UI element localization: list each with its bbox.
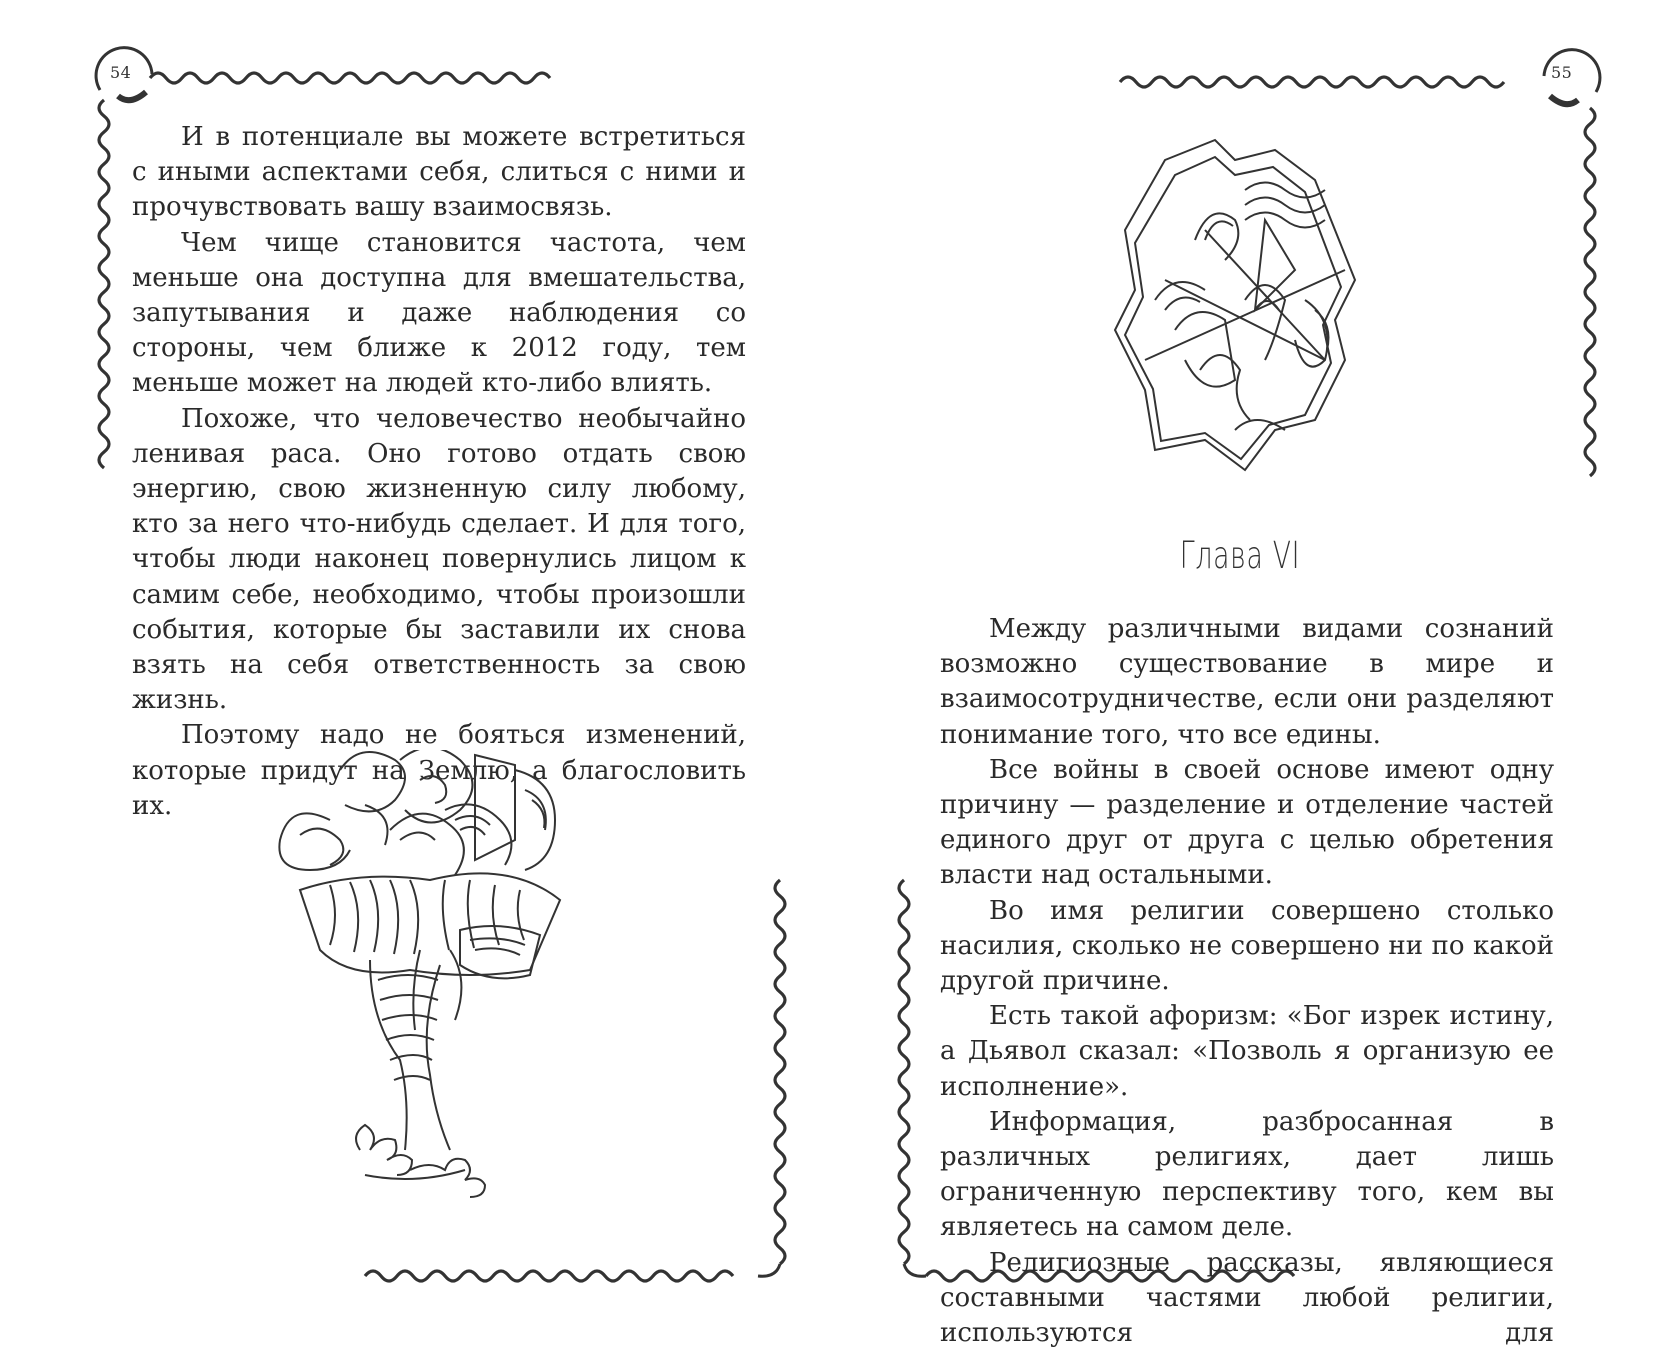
paragraph: Похоже, что человечество необычайно ленивая раса. Оно готово отдать свою энергию, свою жизненную силу любому, кто за него что-нибудь сделает. И для того, чтобы люди наконец повернулись лицом к самим себе, необходимо, чтобы произошли события, которые бы заставили их снова взять на себя ответственность за свою жизнь. bbox=[132, 403, 746, 716]
paragraph: Религиозные рассказы, являющиеся составными частями любой религии, используются для bbox=[940, 1247, 1554, 1349]
paragraph: Информация, разбросанная в различных религиях, дает лишь ограниченную перспективу того, кем вы являетесь на самом деле. bbox=[940, 1106, 1554, 1243]
right-page-text bbox=[940, 612, 1554, 1351]
page-number-left: 54 bbox=[110, 63, 132, 82]
paragraph: Поэтому надо не бояться изменений, которые придут на Землю, а благословить их. bbox=[132, 720, 746, 821]
paragraph: Между различными видами сознаний возможно существование в мире и взаимосотрудничестве, если они разделяют понимание того, что все едины. bbox=[940, 614, 1554, 750]
tree-illustration bbox=[270, 750, 610, 1200]
paragraph: Во имя религии совершено столько насилия, сколько не совершено ни по какой другой причине. bbox=[940, 895, 1554, 997]
left-page-text bbox=[132, 120, 746, 824]
paragraph: Все войны в своей основе имеют одну причину — разделение и отделение частей единого друг от друга с целью обретения власти над остальными. bbox=[940, 754, 1554, 891]
crystal-illustration bbox=[1105, 130, 1405, 500]
chapter-title: Глава VI bbox=[1179, 534, 1301, 577]
paragraph: И в потенциале вы можете встретиться с иными аспектами себя, слиться с ними и прочувствовать вашу взаимосвязь. bbox=[132, 122, 746, 223]
paragraph: Чем чище становится частота, чем меньше она доступна для вмешательства, запутывания и даже наблюдения со стороны, чем ближе к 2012 году, тем меньше может на людей кто-либо влиять. bbox=[132, 227, 746, 399]
page-number-right: 55 bbox=[1551, 63, 1573, 82]
paragraph: Есть такой афоризм: «Бог изрек истину, а Дьявол сказал: «Позволь я организую ее исполнение». bbox=[940, 1001, 1554, 1102]
